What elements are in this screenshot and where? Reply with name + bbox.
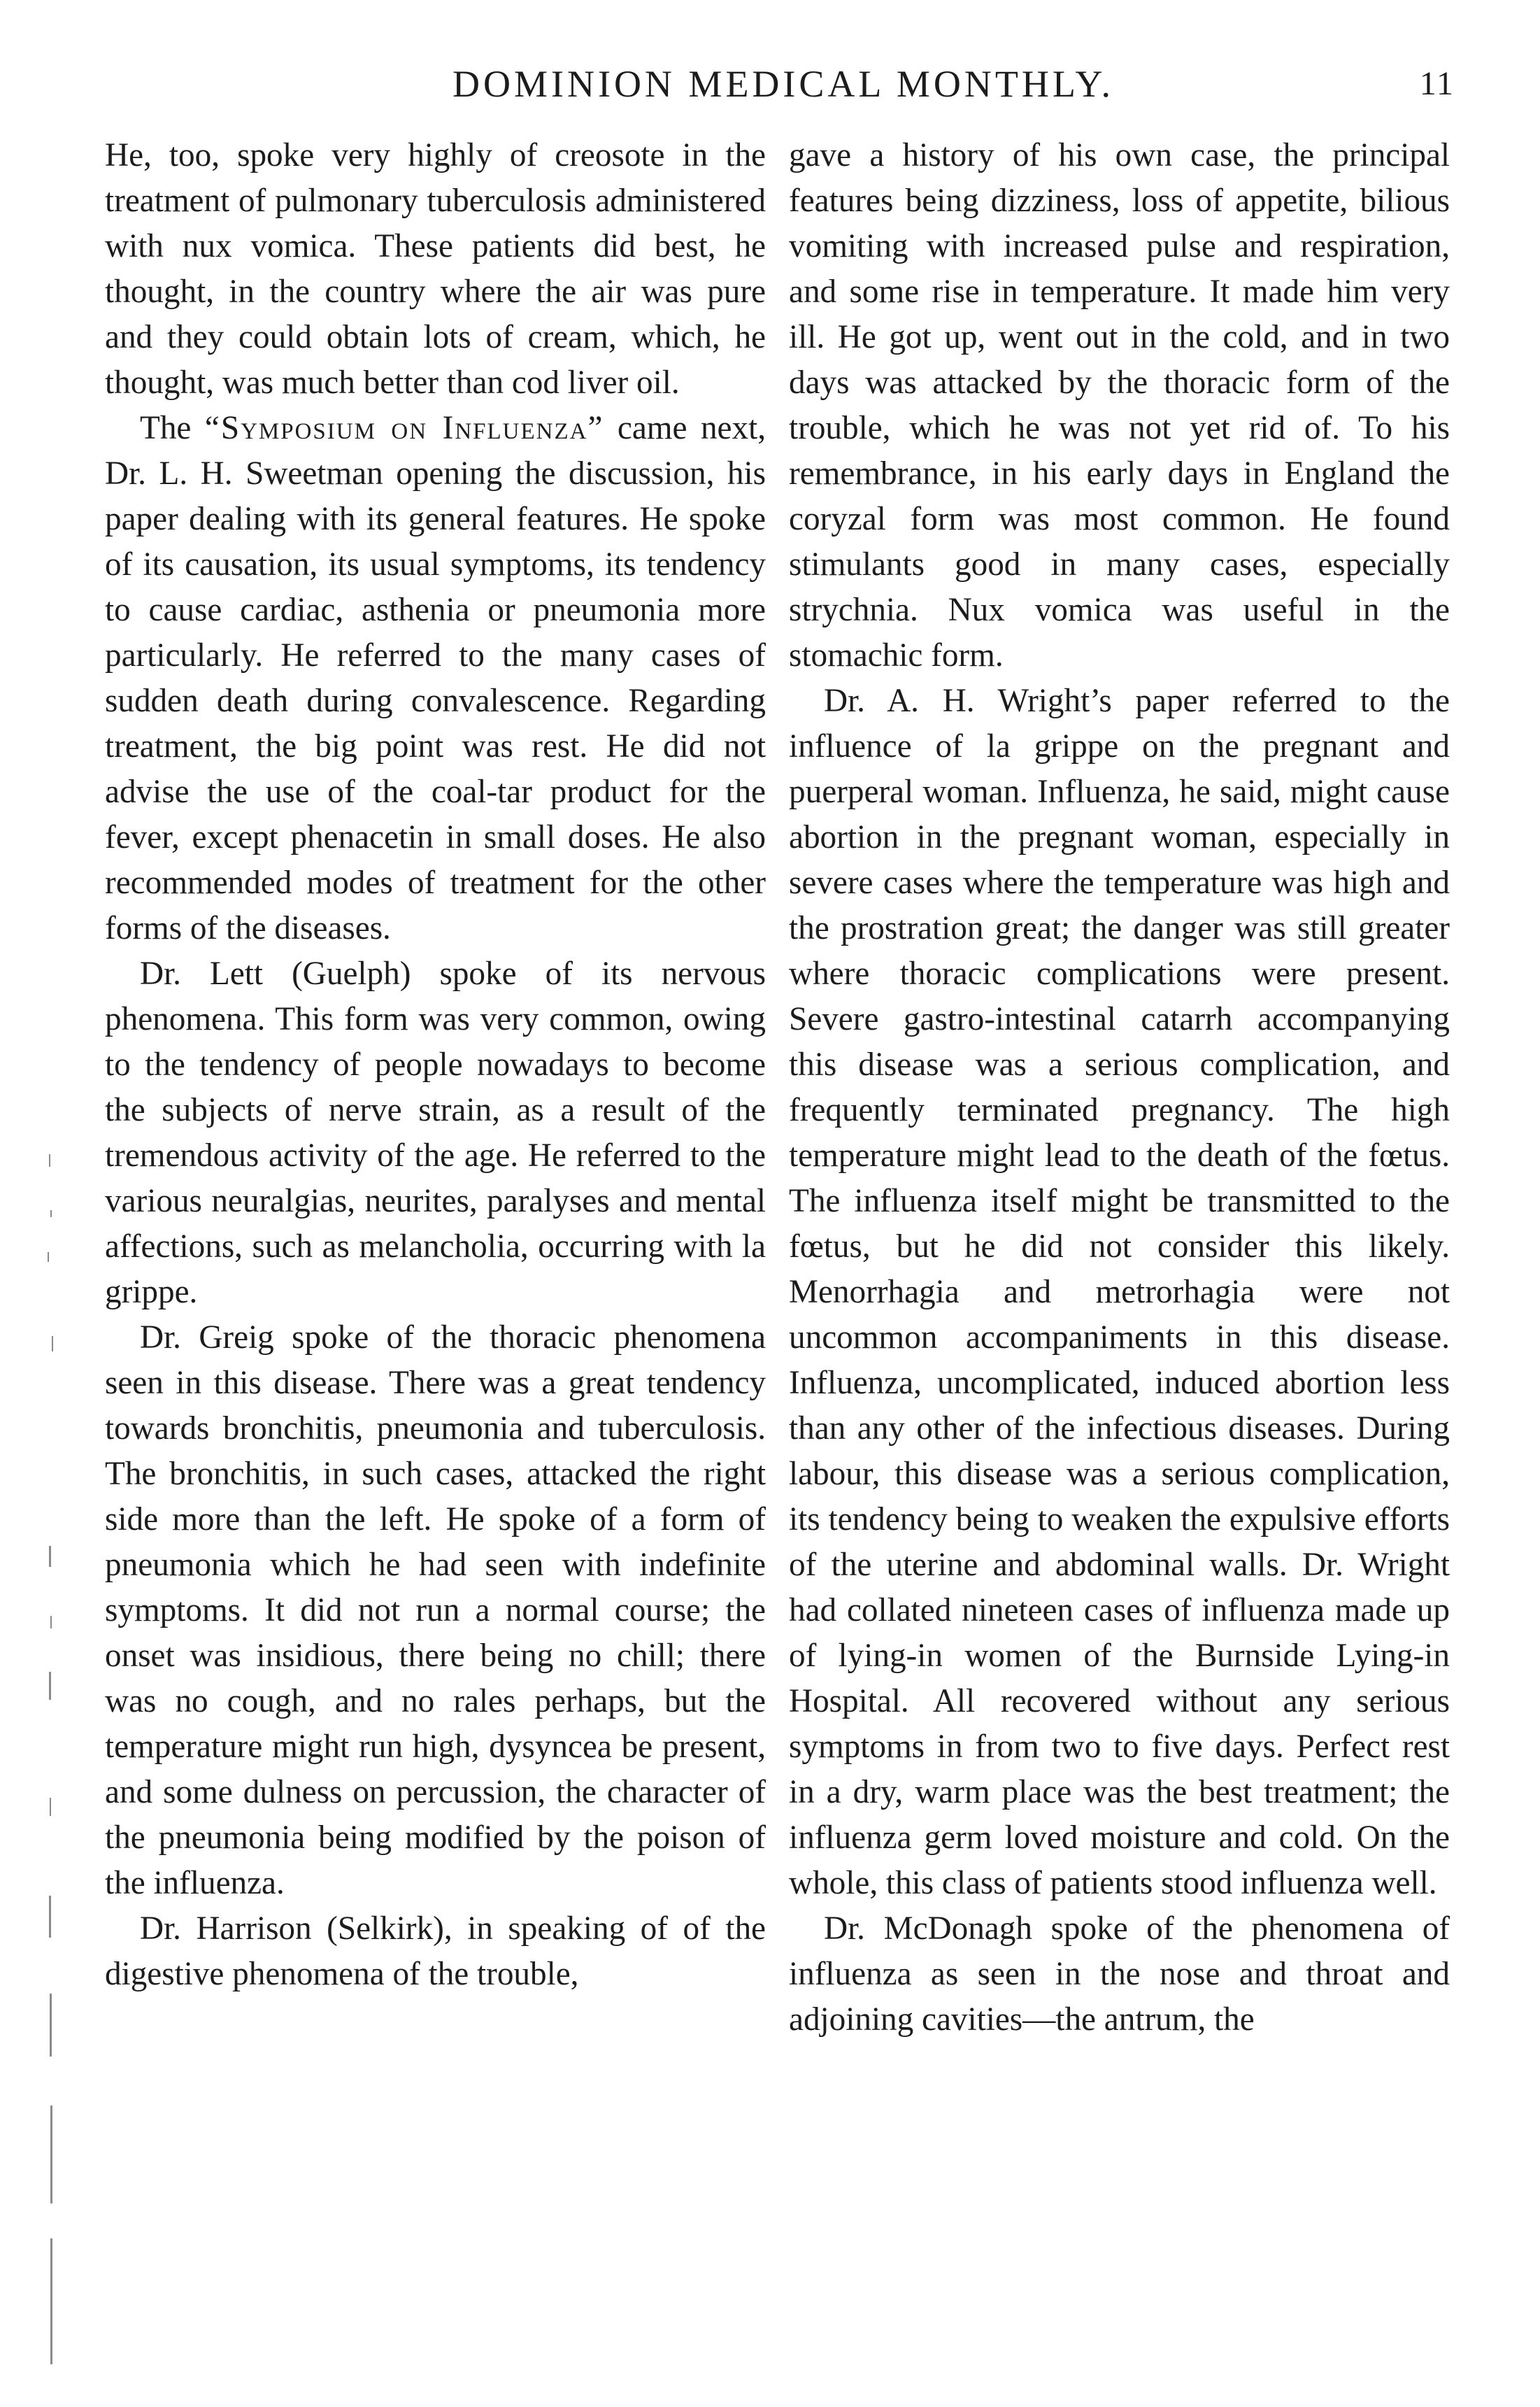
paragraph-wright: Dr. A. H. Wright’s paper referred to the influence of la grippe on the pregnant and puerperal woman. Influenza, he said, might cause abortion in the pregnant woman, especially in severe cases where the temperature was high and the prostration great; the danger was still greater where thoracic complications were present. Severe gastro-intestinal catarrh accompanying this disease was a serious complication, and frequently terminated pregnancy. The high temperature might lead to the death of the fœtus. The influenza itself might be transmitted to the fœtus, but he did not consider this likely. Menorrhagia and metrorhagia were not uncommon accompaniments in this disease. Influenza, uncomplicated, induced abortion less than any other of the infectious diseases. During labour, this disease was a serious complication, its tendency being to weaken the expulsive efforts of the uterine and abdominal walls. Dr. Wright had collated nineteen cases of influenza made up of lying-in women of the Burnside Lying-in Hospital. All recovered without any serious symptoms in from two to five days. Perfect rest in a dry, warm place was the best treatment; the influenza germ loved moisture and cold. On the whole, this class of patients stood influenza well.: [789, 683, 1450, 1901]
paragraph-harrison: Dr. Harrison (Selkirk), in speaking of of the digestive phenomena of the trouble,: [105, 1910, 766, 1992]
binding-marks: [42, 105, 70, 2378]
left-column: [105, 133, 766, 2371]
paragraph-symposium-body: came next, Dr. L. H. Sweetman opening the discussion, his paper dealing with its general features. He spoke of its causation, its usual symptoms, its tendency to cause cardiac, asthenia or pneumonia more particularly. He referred to the many cases of sudden death during convalescence. Regarding treatment, the big point was rest. He did not advise the use of the coal-tar product for the fever, except phenacetin in small doses. He also recommended modes of treatment for the other forms of the diseases.: [105, 410, 766, 946]
right-column: [789, 133, 1450, 2371]
page-number: 11: [1419, 65, 1455, 102]
paragraph-symposium-lead: The: [140, 410, 205, 446]
page-header: [112, 56, 1455, 112]
running-head: DOMINION MEDICAL MONTHLY.: [452, 63, 1115, 105]
paragraph-symposium: [105, 406, 766, 951]
paragraph-lett: Dr. Lett (Guelph) spoke of its nervous phenomena. This form was very common, owing to the tendency of people nowadays to become the subjects of nerve strain, as a result of the tremendous activity of the age. He referred to the various neuralgias, neurites, paralyses and mental affections, such as melancholia, occurring with la grippe.: [105, 956, 766, 1310]
paragraph-harrison-continued: gave a history of his own case, the principal features being dizziness, loss of appetite, bilious vomiting with increased pulse and respiration, and some rise in temperature. It made him very ill. He got up, went out in the cold, and in two days was attacked by the thoracic form of the trouble, which he was not yet rid of. To his remembrance, in his early days in England the coryzal form was most common. He found stimulants good in many cases, especially strychnia. Nux vomica was useful in the stomachic form.: [789, 137, 1450, 674]
symposium-title: “Symposium on Influenza”: [204, 410, 604, 446]
paragraph-mcdonagh: Dr. McDonagh spoke of the phenomena of influenza as seen in the nose and throat and adjoining cavities—the antrum, the: [789, 1910, 1450, 2038]
paragraph-creosote: He, too, spoke very highly of creosote in the treatment of pulmonary tuberculosis administered with nux vomica. These patients did best, he thought, in the country where the air was pure and they could obtain lots of cream, which, he thought, was much better than cod liver oil.: [105, 137, 766, 401]
paragraph-greig: Dr. Greig spoke of the thoracic phenomena seen in this disease. There was a great tendency towards bronchitis, pneumonia and tuberculosis. The bronchitis, in such cases, attacked the right side more than the left. He spoke of a form of pneumonia which he had seen with indefinite symptoms. It did not run a normal course; the onset was insidious, there being no chill; there was no cough, and no rales perhaps, but the temperature might run high, dysyncea be present, and some dulness on percussion, the character of the pneumonia being modified by the poison of the influenza.: [105, 1319, 766, 1901]
